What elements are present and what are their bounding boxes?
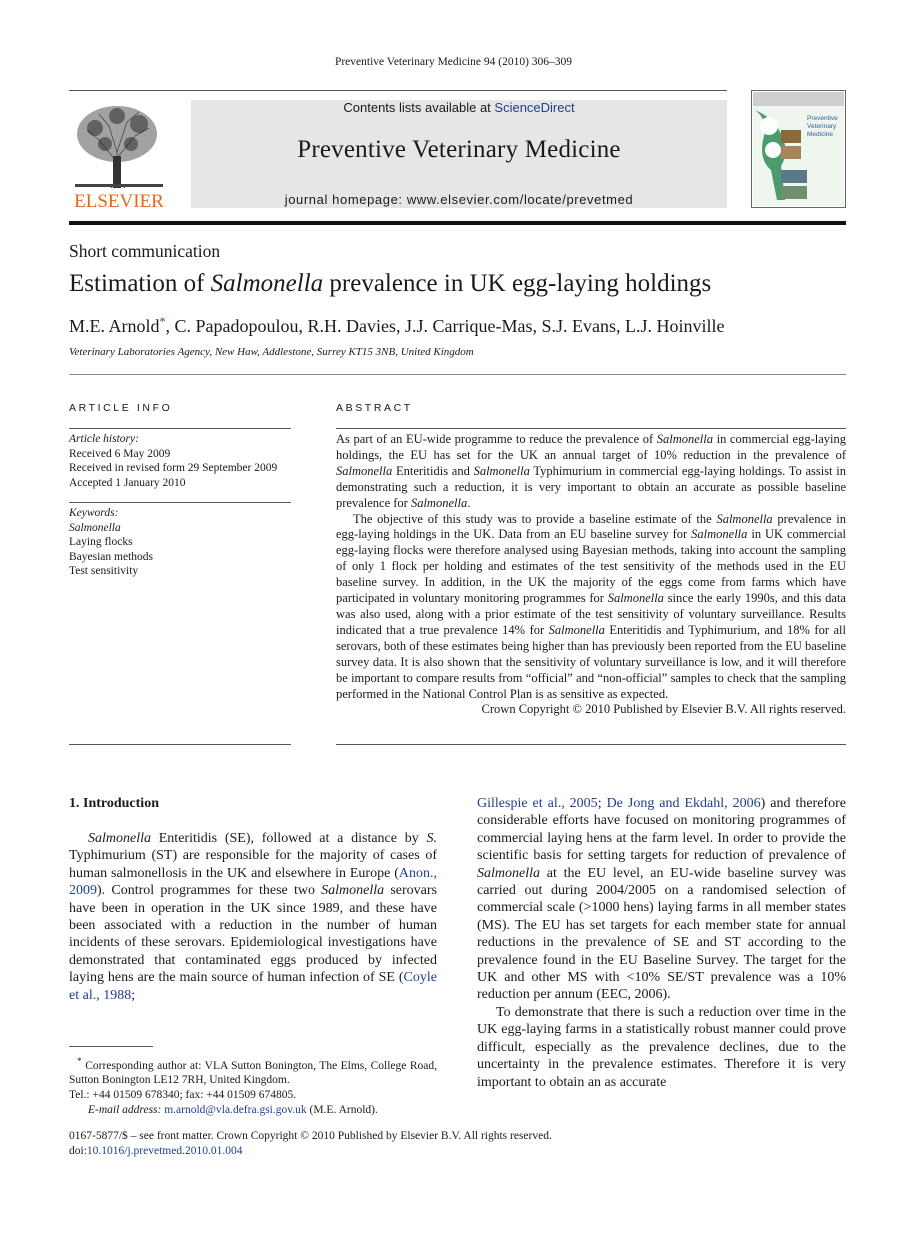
revised-date: Received in revised form 29 September 2009 — [69, 462, 278, 475]
left-column — [69, 830, 437, 1004]
affiliation: Veterinary Laboratories Agency, New Haw, Addlestone, Surrey KT15 3NB, United Kingdom — [69, 346, 474, 358]
accepted-date: Accepted 1 January 2010 — [69, 476, 186, 489]
abstract-paragraph — [336, 432, 846, 512]
keyword: Bayesian methods — [69, 550, 153, 563]
article-title — [69, 270, 711, 298]
email-suffix: (M.E. Arnold). — [306, 1103, 378, 1116]
text-run: serovars have been in operation in the UK since 1989, and these have been associated with a reduction in the number of human incidents of these serovars. Epidemiological investigations have demonstrated that contaminated eggs produced by infected laying hens are the main source of human infection of SE ( — [69, 883, 437, 986]
footnote-phone: Tel.: +44 01509 678340; fax: +44 01509 674805. — [69, 1089, 297, 1102]
text-run: Enteritidis and Typhimurium, and 18% for all serovars, both of these estimates being higher than has previously been reported from the EU baseline survey data. It is also shown that the sensitivity of voluntary surveillance is low, and it will therefore be important to compare results from “official” and “non-official” samples to check that the sampling performed in the National Control Plan is as sensitive as expected. — [336, 622, 846, 701]
title-part: prevalence in UK egg-laying holdings — [323, 270, 712, 297]
italic-run: Salmonella — [321, 883, 385, 899]
journal-cover-icon — [751, 90, 846, 208]
footnote-email — [69, 1103, 437, 1118]
citation-link[interactable]: Gillespie et al., 2005 — [477, 796, 598, 811]
contents-line — [191, 100, 727, 115]
citation-link[interactable]: De Jong and Ekdahl, 2006 — [606, 796, 761, 811]
text-run: The objective of this study was to provide a baseline estimate of the — [353, 511, 717, 526]
abstract-paragraph — [336, 512, 846, 703]
abstract-body — [336, 432, 846, 718]
section-heading: 1. Introduction — [69, 796, 159, 811]
citation-link[interactable]: Coyle et al., 1988 — [69, 970, 437, 1003]
sciencedirect-link[interactable]: ScienceDirect — [494, 100, 575, 115]
email-label: E-mail address: — [88, 1103, 165, 1116]
body-paragraph — [69, 830, 437, 1004]
contents-prefix: Contents lists available at — [343, 100, 495, 115]
text-run: in commercial egg-laying holdings, the EU has set for the UK an annual target of 10% reduction in the prevalence of — [336, 432, 846, 462]
doi-link[interactable]: 10.1016/j.prevetmed.2010.01.004 — [86, 1144, 243, 1157]
corresponding-author-mark[interactable]: * — [159, 314, 166, 328]
publisher-logo-text: ELSEVIER — [74, 191, 164, 212]
text-run: Enteritidis (SE), followed at a distance by — [151, 831, 427, 846]
text-run: ). Control programmes for these two — [97, 883, 322, 899]
article-history — [69, 432, 299, 490]
journal-homepage[interactable]: journal homepage: www.elsevier.com/locate/prevetmed — [284, 192, 634, 207]
keywords-label: Keywords: — [69, 507, 119, 519]
info-rule — [69, 502, 291, 503]
author-name[interactable]: M.E. Arnold — [69, 316, 160, 336]
text-run: Typhimurium in commercial egg-laying holdings. To assist in demonstrating such a reduction, it is very important to obtain an accurate as possible baseline prevalence for — [336, 463, 846, 510]
keyword: Test sensitivity — [69, 565, 139, 578]
bottom-notes — [69, 1129, 552, 1158]
doi-label: doi: — [69, 1144, 87, 1157]
keyword: Salmonella — [69, 521, 121, 534]
doi-line — [69, 1144, 552, 1159]
history-label: Article history: — [69, 433, 139, 445]
abstract-copyright: Crown Copyright © 2010 Published by Elsevier B.V. All rights reserved. — [481, 702, 846, 717]
received-date: Received 6 May 2009 — [69, 447, 171, 460]
abstract-rule — [336, 428, 846, 429]
italic-run: Salmonella — [410, 495, 468, 510]
text-run: prevalence in egg-laying holdings in the UK. Data from an EU baseline survey for — [336, 511, 846, 542]
email-link[interactable]: m.arnold@vla.defra.gsi.gov.uk — [164, 1103, 307, 1116]
keyword: Laying flocks — [69, 536, 133, 549]
article-info-heading: ARTICLE INFO — [69, 402, 173, 414]
italic-run: Salmonella — [691, 527, 748, 542]
cover-title-line-3: Medicine — [807, 131, 834, 138]
author-list — [69, 314, 724, 337]
author-names: , C. Papadopoulou, R.H. Davies, J.J. Carrique-Mas, S.J. Evans, L.J. Hoinville — [165, 316, 725, 336]
title-part: Estimation of — [69, 270, 211, 297]
footnote-mark: * — [77, 1056, 82, 1067]
right-column — [477, 795, 846, 1091]
article-type: Short communication — [69, 241, 221, 261]
header-rule — [69, 90, 727, 91]
italic-run: Salmonella — [656, 432, 713, 446]
footnote-text — [69, 1055, 437, 1088]
section-rule — [69, 374, 846, 375]
italic-run: Salmonella — [473, 463, 530, 478]
italic-run: Salmonella — [88, 831, 151, 846]
text-run: ) and therefore considerable efforts have focused on monitoring programmes of commercial laying hens at the farm level. In order to provide the scientific basis for setting targets for reduction of prevalence of — [477, 796, 846, 864]
italic-run: Salmonella — [716, 511, 773, 526]
info-rule — [69, 744, 291, 745]
italic-run: Salmonella — [477, 865, 540, 881]
text-run: ; — [131, 987, 136, 1003]
title-italic: Salmonella — [210, 270, 324, 297]
keywords — [69, 506, 299, 579]
cover-title-line-2: Veterinary — [807, 123, 837, 130]
footnote — [69, 1055, 437, 1117]
masthead-thick-rule — [69, 221, 846, 225]
citation-link[interactable]: Anon., 2009 — [69, 865, 437, 899]
footnote-address: Corresponding author at: VLA Sutton Bonington, The Elms, College Road, Sutton Bonington LE12 7RH, United Kingdom. — [69, 1059, 437, 1087]
issn-line: 0167-5877/$ – see front matter. Crown Copyright © 2010 Published by Elsevier B.V. All rights reserved. — [69, 1130, 552, 1142]
info-rule — [69, 428, 291, 429]
body-paragraph: To demonstrate that there is such a reduction over time in the UK egg-laying farms in a statistically robust manner could prove difficult, especially as the prevalence declines, due to the uncertainty in the prevalence estimates. Therefore it is very important to obtain an as accurate — [477, 1004, 846, 1090]
journal-reference: Preventive Veterinary Medicine 94 (2010) 306–309 — [334, 56, 573, 68]
text-run: . — [467, 495, 471, 510]
footnote-rule — [69, 1046, 153, 1047]
text-run: As part of an EU-wide programme to reduce the prevalence of — [336, 432, 657, 446]
italic-run: Salmonella — [336, 463, 393, 478]
journal-title: Preventive Veterinary Medicine — [297, 136, 621, 163]
text-run: Typhimurium (ST) are responsible for the majority of cases of human salmonellosis in the UK and elsewhere in Europe ( — [69, 848, 437, 881]
italic-run: S. — [426, 831, 437, 846]
text-run: since the early 1990s, and this data was also used, along with a prior estimate of the test sensitivity of voluntary surveillance. Results indicated that a true prevalence 14% for — [336, 591, 846, 637]
elsevier-logo[interactable] — [69, 100, 169, 212]
text-run: in UK commercial egg-laying flocks were therefore analysed using Bayesian methods, taking into account the sampling of only 1 flock per holding and estimates of the test sensitivity of the methods used in the EU baseline survey. In addition, in the UK the majority of the eggs come from farms which have participated in voluntary monitoring programmes for — [336, 527, 846, 606]
abstract-rule — [336, 744, 846, 745]
text-run: ; — [597, 796, 607, 811]
cover-title-line-1: Preventive — [807, 115, 838, 122]
text-run: at the EU level, an EU-wide baseline survey was carried out during 2004/2005 on a randomised selection of commercial scale (>1000 hens) laying farms in all member states (MS). The EU has set targets for each member state for annual reductions in the prevalence of SE and ST according to the prevalence found in the EU Baseline Survey. The target for the UK and other MS with <10% SE/ST prevalence was a 10% reduction per annum (EEC, 2006). — [477, 865, 846, 1003]
body-paragraph — [477, 795, 846, 1004]
elsevier-tree-icon — [69, 100, 169, 212]
italic-run: Salmonella — [548, 622, 605, 637]
italic-run: Salmonella — [607, 591, 664, 606]
abstract-heading: ABSTRACT — [336, 402, 413, 414]
journal-cover[interactable] — [751, 90, 846, 208]
text-run: Enteritidis and — [392, 463, 474, 478]
